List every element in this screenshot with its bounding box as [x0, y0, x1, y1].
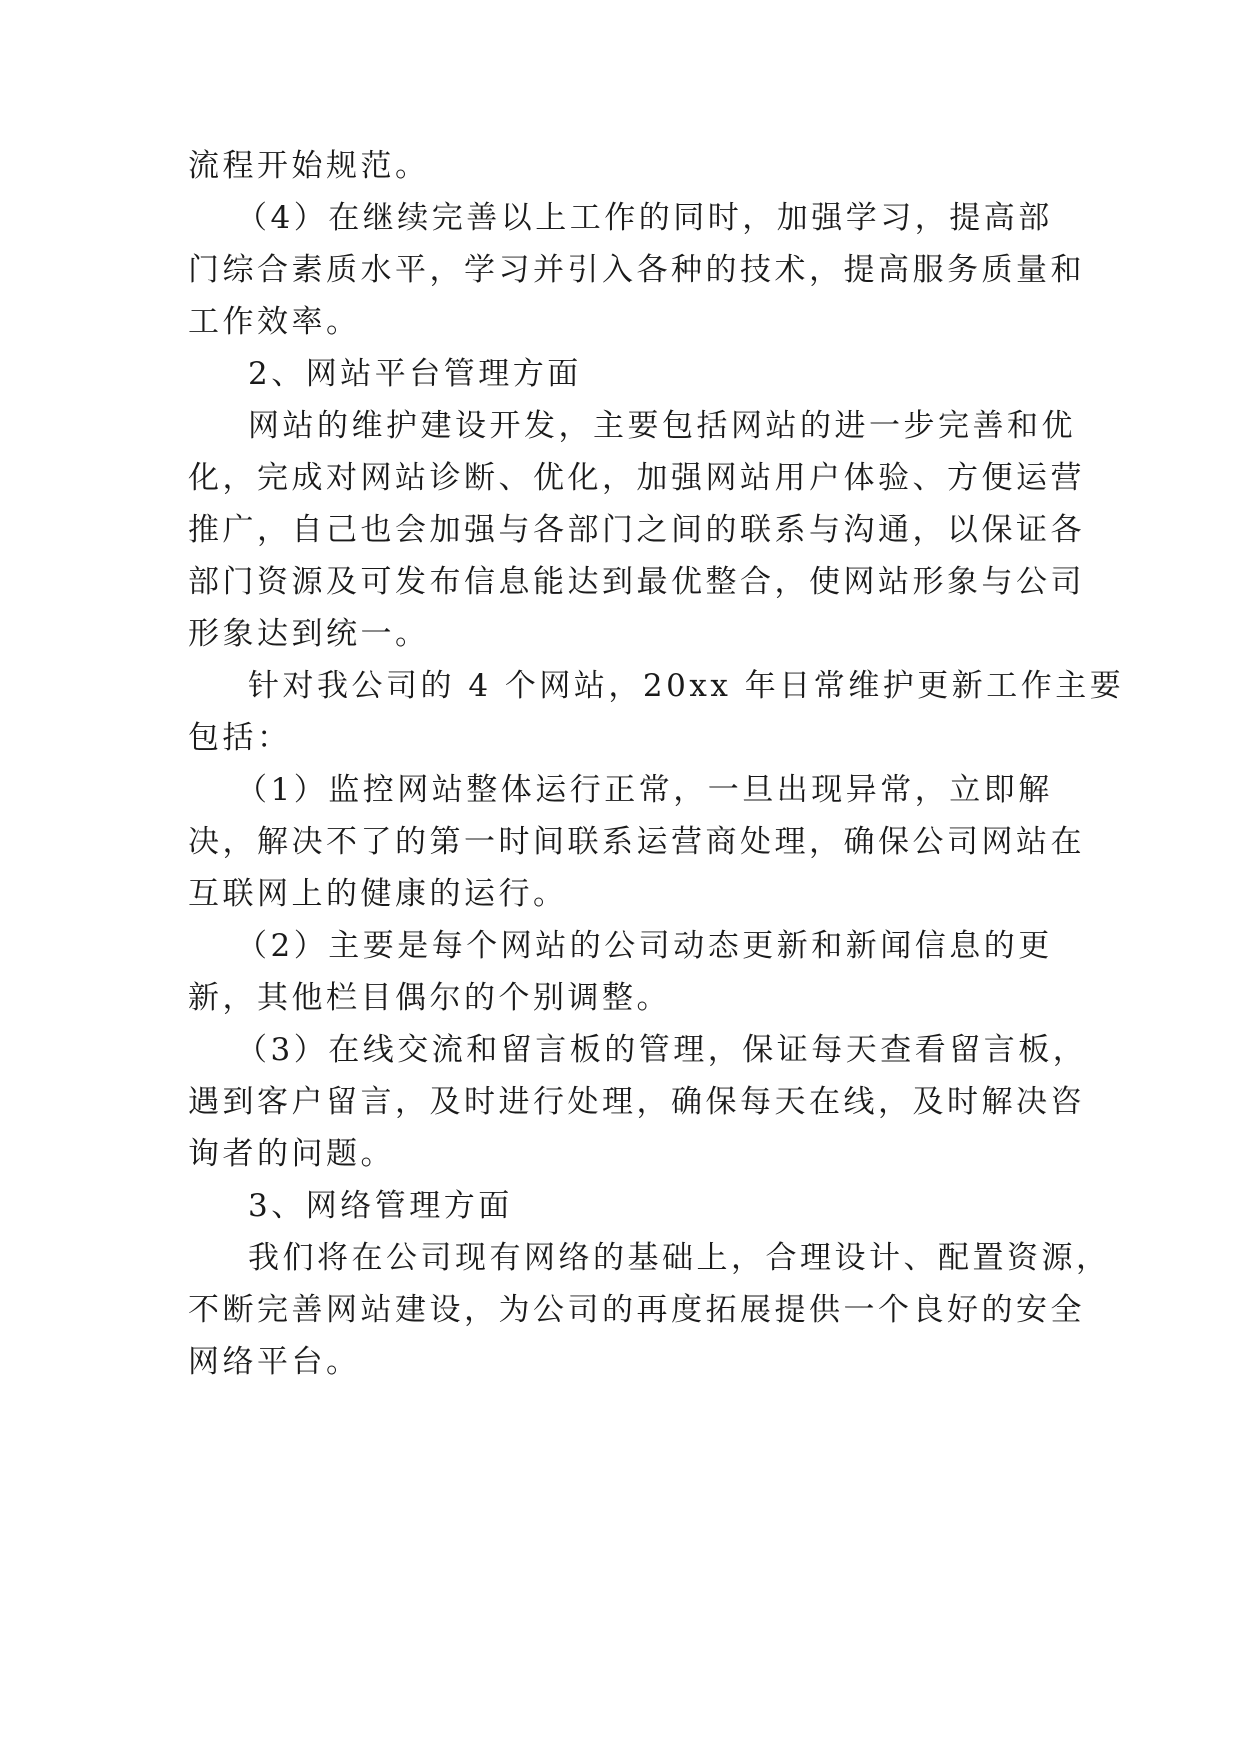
text-line-14: 决，解决不了的第一时间联系运营商处理，确保公司网站在: [188, 824, 1085, 860]
text-line-10: 形象达到统一。: [188, 616, 430, 652]
text-line-22: 我们将在公司现有网络的基础上，合理设计、配置资源，: [248, 1240, 1111, 1276]
text-line-2: （4）在继续完善以上工作的同时，加强学习，提高部: [236, 200, 1053, 236]
text-line-24: 网络平台。: [188, 1344, 361, 1380]
text-line-1: 流程开始规范。: [188, 148, 430, 184]
text-line-6: 网站的维护建设开发，主要包括网站的进一步完善和优: [248, 408, 1076, 444]
section-heading-2: 2、网站平台管理方面: [248, 356, 582, 392]
text-line-23: 不断完善网站建设，为公司的再度拓展提供一个良好的安全: [188, 1292, 1085, 1328]
text-line-17: 新，其他栏目偶尔的个别调整。: [188, 980, 671, 1016]
text-line-8: 推广，自己也会加强与各部门之间的联系与沟通，以保证各: [188, 512, 1085, 548]
text-line-16: （2）主要是每个网站的公司动态更新和新闻信息的更: [236, 928, 1053, 964]
text-line-11: 针对我公司的 4 个网站，20xx 年日常维护更新工作主要: [248, 668, 1125, 704]
text-line-9: 部门资源及可发布信息能达到最优整合，使网站形象与公司: [188, 564, 1085, 600]
text-line-12: 包括：: [188, 720, 292, 756]
text-line-3: 门综合素质水平，学习并引入各种的技术，提高服务质量和: [188, 252, 1085, 288]
text-line-4: 工作效率。: [188, 304, 361, 340]
text-line-20: 询者的问题。: [188, 1136, 395, 1172]
section-heading-3: 3、网络管理方面: [248, 1188, 513, 1224]
text-line-18: （3）在线交流和留言板的管理，保证每天查看留言板，: [236, 1032, 1088, 1068]
text-line-7: 化，完成对网站诊断、优化，加强网站用户体验、方便运营: [188, 460, 1085, 496]
text-line-19: 遇到客户留言，及时进行处理，确保每天在线，及时解决咨: [188, 1084, 1085, 1120]
text-line-13: （1）监控网站整体运行正常，一旦出现异常，立即解: [236, 772, 1053, 808]
text-line-15: 互联网上的健康的运行。: [188, 876, 568, 912]
